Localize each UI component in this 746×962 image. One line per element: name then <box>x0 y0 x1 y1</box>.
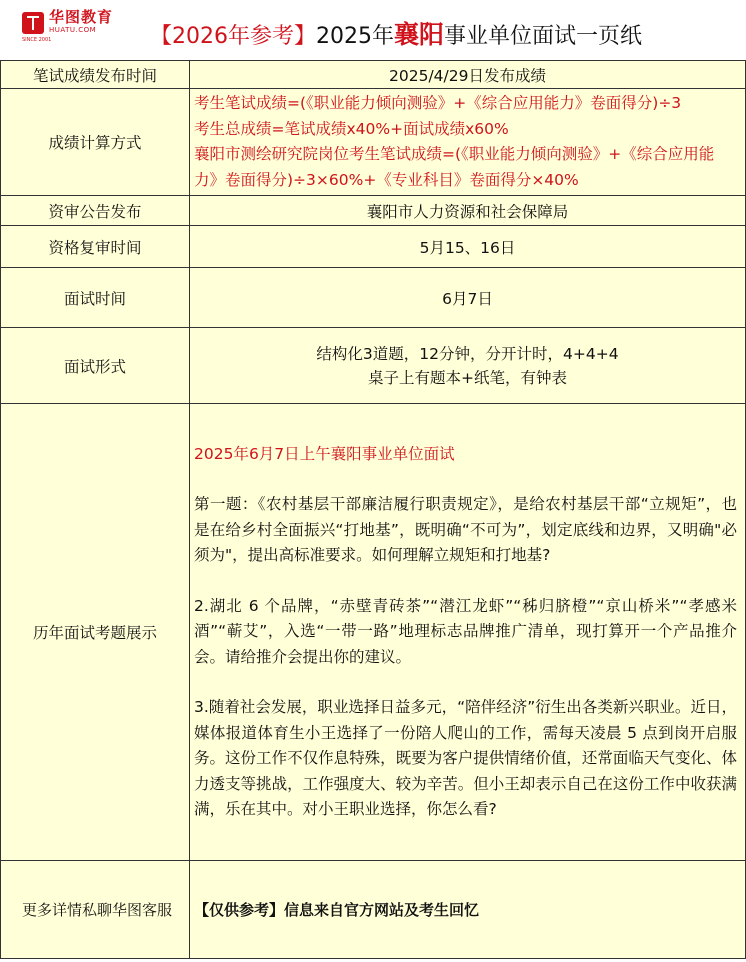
question-3: 3.随着社会发展，职业选择日益多元，“陪伴经济”衍生出各类新兴职业。近日，媒体报道体育生小王选择了一份陪人爬山的工作，需每天凌晨 5 点到岗开启服务。这份工作不仅作息特殊，既要为客户提供情绪价值，还常面临天气变化、体力透支等挑战，工作强度大、较为辛苦。但小王却表示自己在这份工作中收获满满，乐在其中。对小王职业选择，你怎么看? <box>194 698 737 818</box>
row-release <box>1 61 746 89</box>
row-review <box>1 226 746 268</box>
row-calc <box>1 89 746 196</box>
title-city: 襄阳 <box>394 20 445 49</box>
calc-label: 成绩计算方式 <box>1 89 190 196</box>
logo-since: SINCE 2001 <box>22 37 52 43</box>
calc-line-1: 考生笔试成绩=(《职业能力倾向测验》+《综合应用能力》卷面得分)÷3 <box>194 94 682 112</box>
calc-value <box>190 89 746 196</box>
interview-time-value: 6月7日 <box>190 268 746 328</box>
form-line-2: 桌子上有题本+纸笔，有钟表 <box>368 368 567 387</box>
row-form <box>1 328 746 404</box>
row-questions <box>1 404 746 861</box>
questions-value <box>190 404 746 861</box>
calc-line-2: 考生总成绩=笔试成绩x40%+面试成绩x60% <box>194 119 509 138</box>
question-1: 第一题：《农村基层干部廉洁履行职责规定》，是给农村基层干部“立规矩”，也是在给乡村全面振兴“打地基”，既明确“不可为”，划定底线和边界，又明确"必须为"，提出高标准要求。如何理解立规矩和打地基? <box>194 495 737 564</box>
interview-time-label: 面试时间 <box>1 268 190 328</box>
logo-domain: HUATU.COM <box>49 26 97 34</box>
release-value: 2025/4/29日发布成绩 <box>190 61 746 89</box>
title-rest: 事业单位面试一页纸 <box>444 24 643 49</box>
more-label: 更多详情私聊华图客服 <box>1 861 190 959</box>
calc-line-3: 襄阳市测绘研究院岗位考生笔试成绩=(《职业能力倾向测验》+《综合应用能力》卷面得分)÷3×60%+《专业科目》卷面得分×40% <box>194 145 715 189</box>
questions-heading: 2025年6月7日上午襄阳事业单位面试 <box>194 444 455 463</box>
question-2: 2.湖北 6 个品牌，“赤壁青砖茶”“潜江龙虾”“秭归脐橙”“京山桥米”“孝感米酒”“蕲艾”，入选“一带一路”地理标志品牌推广清单，现打算开一个产品推介会。请给推介会提出你的建议。 <box>194 596 737 666</box>
row-notice <box>1 196 746 226</box>
huatu-logo <box>22 8 114 43</box>
title-year: 2025年 <box>316 24 394 49</box>
questions-label: 历年面试考题展示 <box>1 404 190 861</box>
info-table <box>0 60 746 959</box>
title-bracket: 【2026年参考】 <box>150 24 316 49</box>
row-interview-time <box>1 268 746 328</box>
release-label: 笔试成绩发布时间 <box>1 61 190 89</box>
notice-label: 资审公告发布 <box>1 196 190 226</box>
review-label: 资格复审时间 <box>1 226 190 268</box>
logo-name: 华图教育 <box>49 8 114 26</box>
form-label: 面试形式 <box>1 328 190 404</box>
row-more <box>1 861 746 959</box>
huatu-logo-icon <box>22 12 44 34</box>
review-value: 5月15、16日 <box>190 226 746 268</box>
page-header <box>0 0 746 60</box>
notice-value: 襄阳市人力资源和社会保障局 <box>190 196 746 226</box>
form-value <box>190 328 746 404</box>
form-line-1: 结构化3道题，12分钟，分开计时，4+4+4 <box>316 344 619 363</box>
more-value: 【仅供参考】信息来自官方网站及考生回忆 <box>190 861 746 959</box>
page-title <box>150 15 642 51</box>
